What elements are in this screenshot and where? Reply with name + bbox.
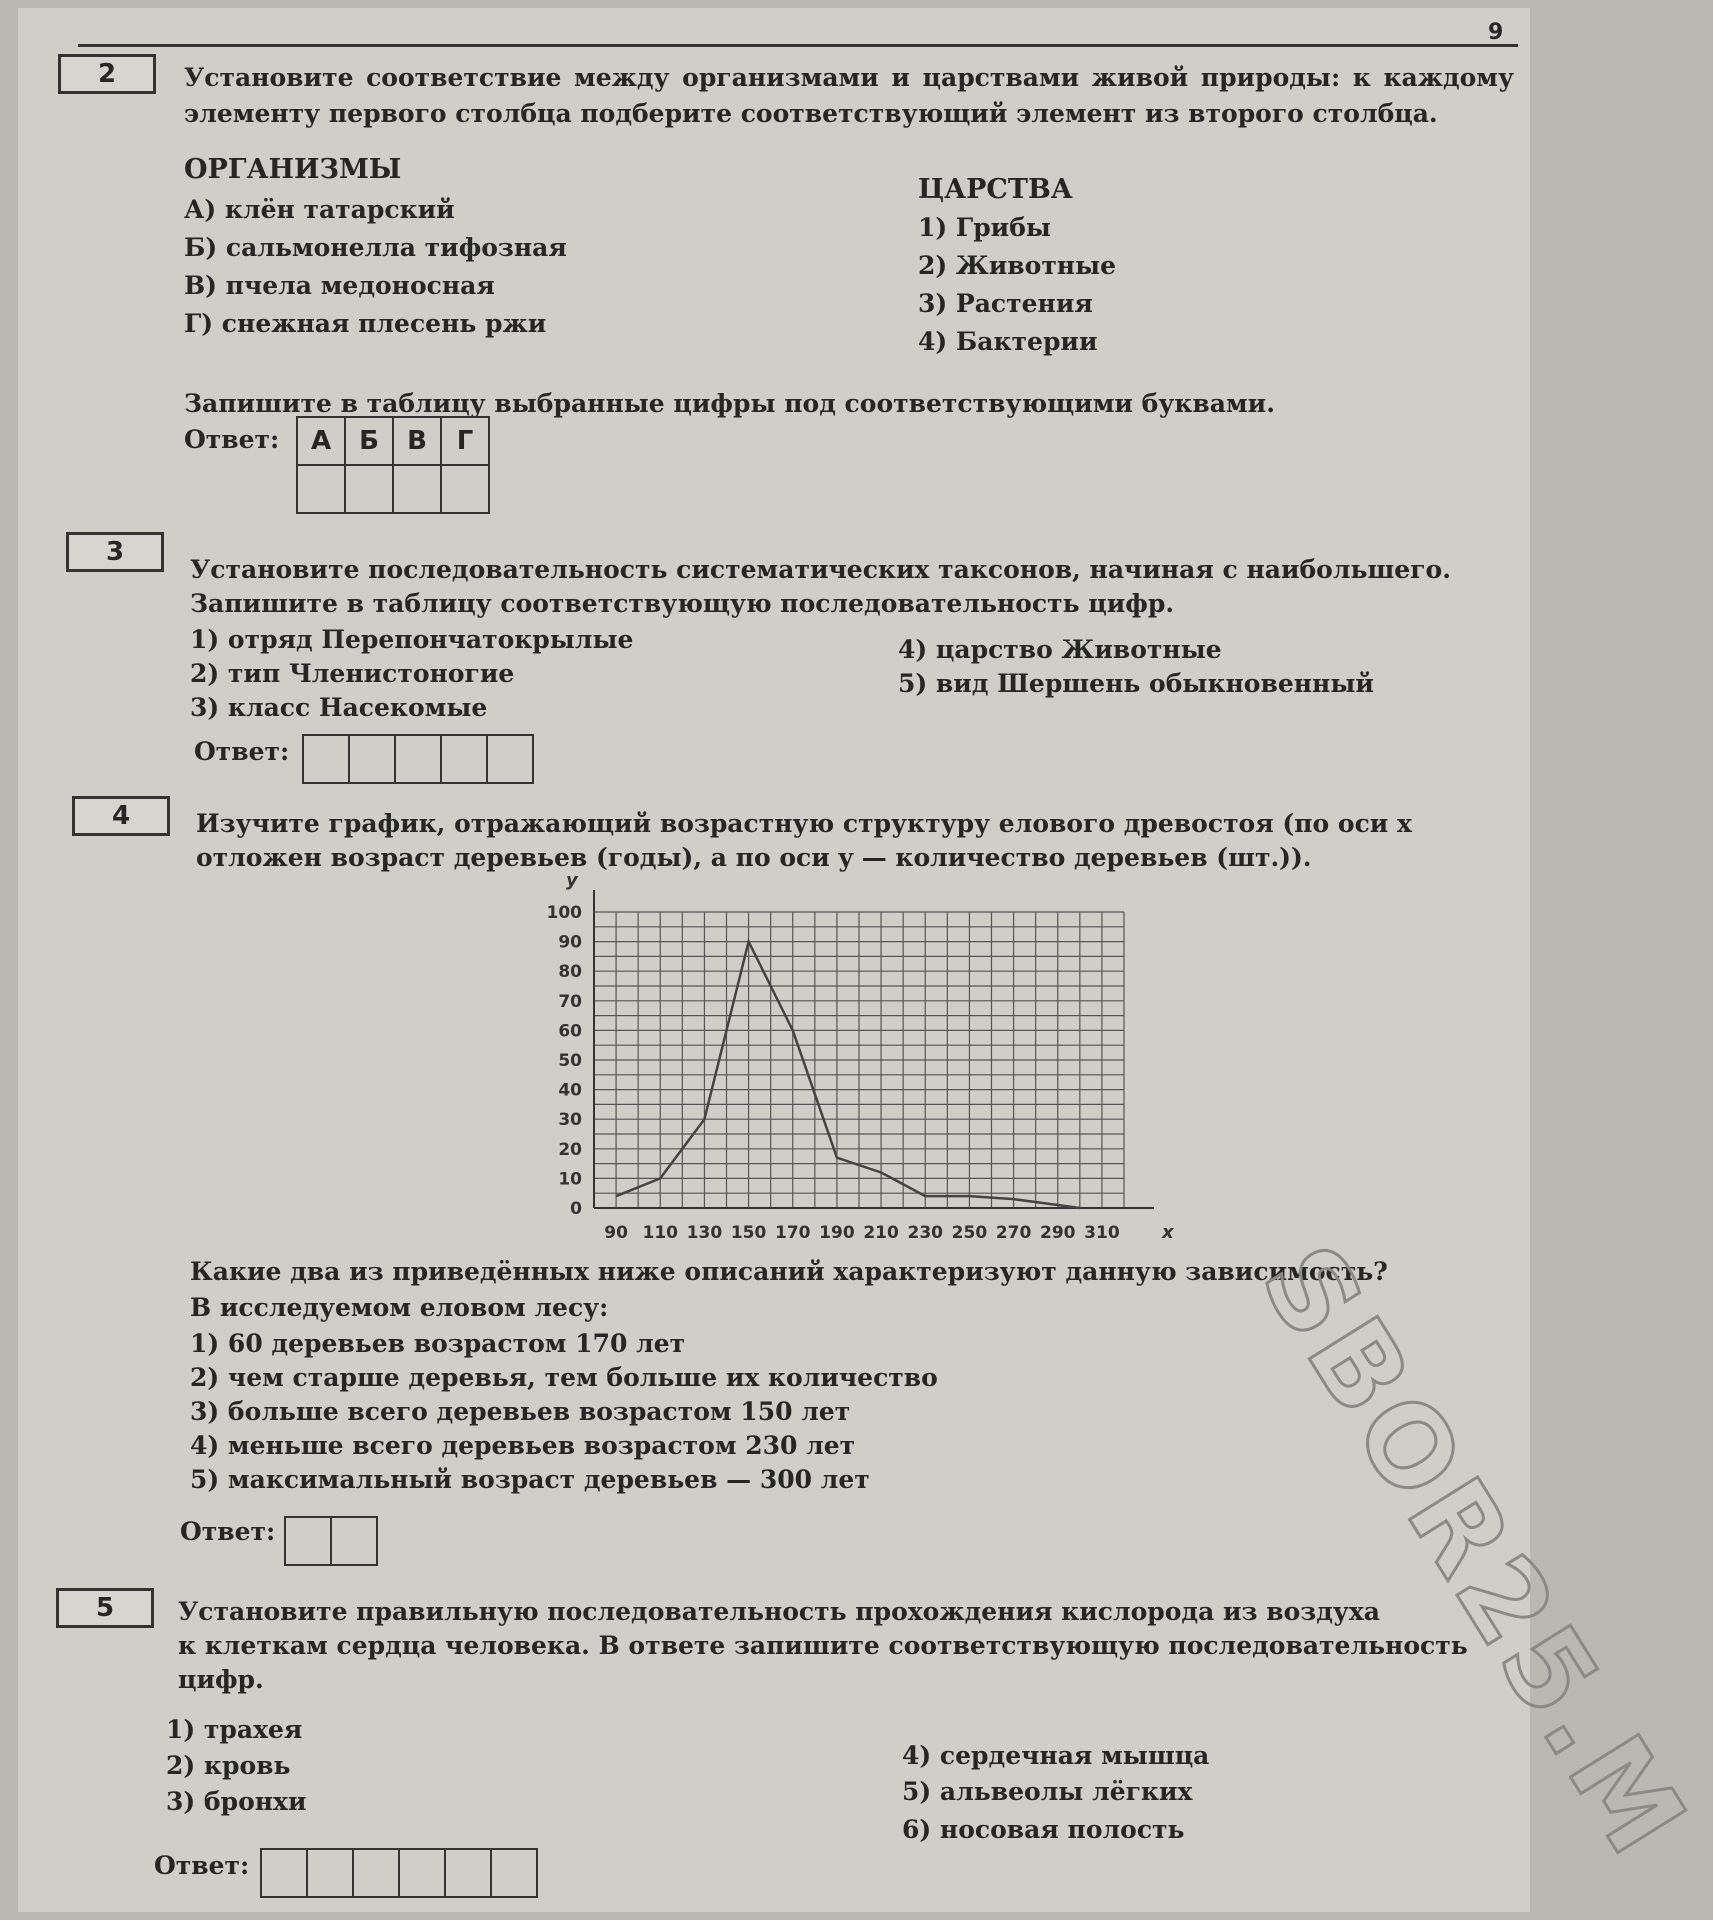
taxon-4: 4) царство Животные xyxy=(898,635,1222,664)
task3-answer-cells[interactable] xyxy=(302,734,534,784)
task-number-3: 3 xyxy=(66,532,164,572)
path-item-5: 5) альвеолы лёгких xyxy=(902,1777,1193,1806)
answer-header-v: В xyxy=(393,417,441,465)
task3-answer-label: Ответ: xyxy=(194,737,290,766)
kingdom-4: 4) Бактерии xyxy=(918,327,1098,356)
task2-answer-label: Ответ: xyxy=(184,425,280,454)
path-item-6: 6) носовая полость xyxy=(902,1815,1185,1844)
answer-header-a: А xyxy=(297,417,345,465)
task5-prompt-line3: цифр. xyxy=(178,1665,264,1694)
y-tick-label: 70 xyxy=(558,991,582,1012)
x-tick-label: 250 xyxy=(951,1223,988,1243)
task4-subquestion: В исследуемом еловом лесу: xyxy=(190,1293,609,1322)
path-item-1: 1) трахея xyxy=(166,1715,303,1744)
y-tick-label: 30 xyxy=(558,1110,582,1131)
task-number-4: 4 xyxy=(72,796,170,836)
task2-prompt: Установите соответствие между организмами и царствами живой природы: к каждому элементу первого столбца подберите соответствующий элемент из второго столбца. xyxy=(184,63,1514,128)
y-tick-label: 10 xyxy=(558,1169,582,1190)
task4-prompt-line2: отложен возраст деревьев (годы), а по оси y — количество деревьев (шт.)). xyxy=(196,843,1312,872)
option-5: 5) максимальный возраст деревьев — 300 лет xyxy=(190,1465,870,1494)
answer-cell-a[interactable] xyxy=(297,465,345,513)
organism-a: А) клён татарский xyxy=(184,195,455,224)
y-tick-label: 100 xyxy=(546,903,582,923)
option-2: 2) чем старше деревья, тем больше их количество xyxy=(190,1363,938,1392)
x-tick-label: 150 xyxy=(730,1223,767,1243)
page-number: 9 xyxy=(1488,20,1504,45)
task4-answer-cells[interactable] xyxy=(284,1516,378,1566)
task5-answer-cells[interactable] xyxy=(260,1848,538,1898)
x-tick-label: 310 xyxy=(1084,1223,1120,1243)
task2-answer-table xyxy=(296,416,490,514)
answer-cell-b[interactable] xyxy=(345,465,393,513)
path-item-4: 4) сердечная мышца xyxy=(902,1741,1210,1770)
task3-prompt-line2: Запишите в таблицу соответствующую последовательность цифр. xyxy=(190,589,1175,618)
kingdoms-header: ЦАРСТВА xyxy=(918,174,1073,205)
option-1: 1) 60 деревьев возрастом 170 лет xyxy=(190,1329,686,1358)
option-4: 4) меньше всего деревьев возрастом 230 лет xyxy=(190,1431,856,1460)
path-item-2: 2) кровь xyxy=(166,1751,291,1780)
age-structure-chart xyxy=(498,868,1188,1248)
task3-prompt-line1: Установите последовательность систематических таксонов, начиная с наибольшего. xyxy=(190,555,1451,584)
x-tick-label: 190 xyxy=(819,1223,855,1243)
y-axis-label: y xyxy=(566,870,578,891)
organism-b: Б) сальмонелла тифозная xyxy=(184,233,567,262)
task4-prompt-line1: Изучите график, отражающий возрастную структуру елового древостоя (по оси x xyxy=(196,809,1412,838)
y-tick-label: 80 xyxy=(558,962,582,983)
y-tick-label: 90 xyxy=(558,932,582,953)
x-tick-label: 130 xyxy=(686,1223,723,1243)
organism-v: В) пчела медоносная xyxy=(184,271,495,300)
organism-g: Г) снежная плесень ржи xyxy=(184,309,547,338)
task2-instruction: Запишите в таблицу выбранные цифры под соответствующими буквами. xyxy=(184,389,1275,418)
path-item-3: 3) бронхи xyxy=(166,1787,307,1816)
task5-answer-label: Ответ: xyxy=(154,1851,250,1880)
exam-page xyxy=(18,8,1713,1912)
kingdom-2: 2) Животные xyxy=(918,251,1117,280)
y-tick-label: 40 xyxy=(558,1080,582,1101)
taxon-2: 2) тип Членистоногие xyxy=(190,659,515,688)
top-rule xyxy=(78,44,1518,47)
x-tick-label: 210 xyxy=(863,1223,899,1243)
taxon-1: 1) отряд Перепончатокрылые xyxy=(190,625,634,654)
kingdom-3: 3) Растения xyxy=(918,289,1093,318)
x-tick-label: 230 xyxy=(907,1223,943,1243)
task-number-2: 2 xyxy=(58,54,156,94)
answer-cell-g[interactable] xyxy=(441,465,489,513)
taxon-5: 5) вид Шершень обыкновенный xyxy=(898,669,1374,698)
kingdom-1: 1) Грибы xyxy=(918,213,1051,242)
chart-axes xyxy=(594,890,1154,1208)
x-tick-label: 290 xyxy=(1040,1223,1076,1243)
y-tick-label: 20 xyxy=(558,1139,582,1160)
chart-grid xyxy=(594,912,1124,1208)
y-tick-label: 60 xyxy=(558,1021,582,1042)
task5-prompt-line1: Установите правильную последовательность прохождения кислорода из воздуха xyxy=(178,1597,1380,1626)
watermark: SBOR25.M xyxy=(1236,1223,1713,1881)
x-tick-label: 170 xyxy=(775,1223,811,1243)
answer-header-g: Г xyxy=(441,417,489,465)
option-3: 3) больше всего деревьев возрастом 150 лет xyxy=(190,1397,851,1426)
answer-header-b: Б xyxy=(345,417,393,465)
task4-question: Какие два из приведённых ниже описаний характеризуют данную зависимость? xyxy=(190,1257,1388,1286)
task5-prompt-line2: к клеткам сердца человека. В ответе запишите соответствующую последовательность xyxy=(178,1631,1468,1660)
x-tick-label: 90 xyxy=(604,1223,628,1243)
x-tick-label: 270 xyxy=(995,1223,1032,1243)
task-number-5: 5 xyxy=(56,1588,154,1628)
y-tick-label: 50 xyxy=(558,1051,582,1071)
taxon-3: 3) класс Насекомые xyxy=(190,693,488,722)
task4-answer-label: Ответ: xyxy=(180,1517,276,1546)
x-tick-label: 110 xyxy=(642,1223,678,1243)
x-axis-label: x xyxy=(1162,1222,1174,1243)
chart-ticks xyxy=(547,903,1120,1243)
answer-cell-v[interactable] xyxy=(393,465,441,513)
y-tick-label: 0 xyxy=(570,1199,582,1219)
organisms-header: ОРГАНИЗМЫ xyxy=(184,154,402,185)
